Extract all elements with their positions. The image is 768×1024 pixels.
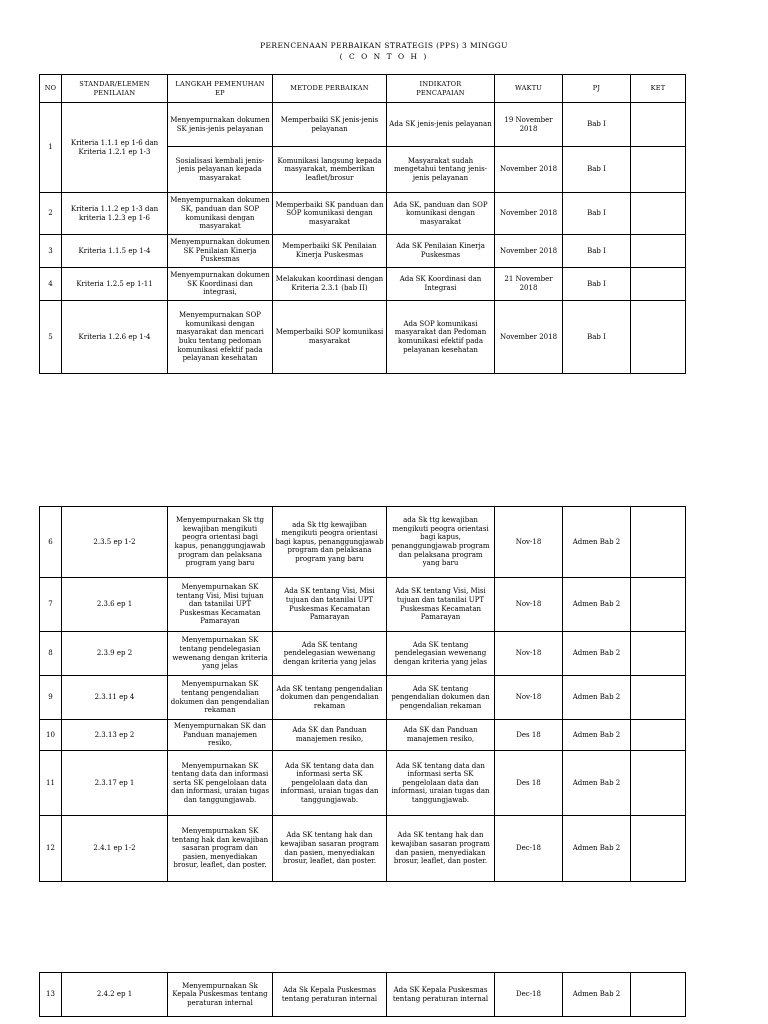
cell-metode: Memperbaiki SK jenis-jenis pelayanan [273, 103, 387, 147]
cell-standar: 2.3.17 ep 1 [62, 751, 168, 816]
header-standar: STANDAR/ELEMEN PENILAIAN [62, 75, 168, 103]
pps-table-3 [39, 972, 686, 1017]
cell-metode: Melakukan koordinasi dengan Kriteria 2.3.1 (bab II) [273, 268, 387, 301]
cell-indikator: Ada SK, panduan dan SOP komunikasi dengan masyarakat [387, 193, 495, 235]
cell-standar: Kriteria 1.1.1 ep 1-6 dan Kriteria 1.2.1 ep 1-3 [62, 103, 168, 193]
cell-no: 6 [40, 507, 62, 578]
cell-ket [631, 973, 686, 1017]
cell-pj: Bab I [563, 103, 631, 147]
header-no: NO [40, 75, 62, 103]
cell-ket [631, 507, 686, 578]
table-row [40, 751, 686, 816]
table-row [40, 973, 686, 1017]
table-row [40, 235, 686, 268]
table-row [40, 103, 686, 147]
cell-waktu: Des 18 [495, 720, 563, 751]
cell-waktu: Nov-18 [495, 676, 563, 720]
cell-no: 1 [40, 103, 62, 193]
cell-metode: ada Sk ttg kewajiban mengikuti peogra orientasi bagi kapus, penanggungjawab program dan pelaksana program yang baru [273, 507, 387, 578]
table-row [40, 720, 686, 751]
cell-langkah: Menyempurnakan SK tentang pengendalian dokumen dan pengendalian rekaman [168, 676, 273, 720]
cell-waktu: Nov-18 [495, 507, 563, 578]
cell-indikator: Ada SK tentang pengendalian dokumen dan pengendalian rekaman [387, 676, 495, 720]
cell-pj: Admen Bab 2 [563, 816, 631, 882]
cell-standar: Kriteria 1.2.5 ep 1-11 [62, 268, 168, 301]
cell-pj: Admen Bab 2 [563, 676, 631, 720]
cell-ket [631, 751, 686, 816]
cell-no: 2 [40, 193, 62, 235]
cell-indikator: Ada SK Penilaian Kinerja Puskesmas [387, 235, 495, 268]
cell-no: 7 [40, 578, 62, 632]
cell-metode: Ada SK tentang Visi, Misi tujuan dan tatanilai UPT Puskesmas Kecamatan Pamarayan [273, 578, 387, 632]
cell-pj: Bab I [563, 235, 631, 268]
cell-pj: Bab I [563, 268, 631, 301]
cell-standar: Kriteria 1.1.2 ep 1-3 dan kriteria 1.2.3 ep 1-6 [62, 193, 168, 235]
cell-waktu: Dec-18 [495, 973, 563, 1017]
header-pj: PJ [563, 75, 631, 103]
cell-indikator: Ada SK jenis-jenis pelayanan [387, 103, 495, 147]
table-header-row [40, 75, 686, 103]
cell-indikator: Ada SK dan Panduan manajemen resiko, [387, 720, 495, 751]
cell-waktu: 21 November 2018 [495, 268, 563, 301]
document-title: PERENCENAAN PERBAIKAN STRATEGIS (PPS) 3 MINGGU [260, 41, 508, 50]
cell-pj: Admen Bab 2 [563, 507, 631, 578]
cell-ket [631, 103, 686, 147]
cell-langkah: Menyempurnakan Sk ttg kewajiban mengikuti peogra orientasi bagi kapus, penanggungjawab program dan pelaksana program yang baru [168, 507, 273, 578]
table-row [40, 193, 686, 235]
cell-pj: Bab I [563, 301, 631, 374]
cell-metode: Ada SK tentang data dan informasi serta SK pengelolaan data dan informasi, uraian tugas dan tanggungjawab. [273, 751, 387, 816]
header-indikator: INDIKATOR PENCAPAIAN [387, 75, 495, 103]
cell-metode: Ada SK tentang pengendalian dokumen dan pengendalian rekaman [273, 676, 387, 720]
cell-metode: Memperbaiki SK panduan dan SOP komunikasi dengan masyarakat [273, 193, 387, 235]
cell-waktu: Nov-18 [495, 632, 563, 676]
cell-no: 4 [40, 268, 62, 301]
cell-metode: Ada SK tentang hak dan kewajiban sasaran program dan pasien, menyediakan brosur, leaflet, dan poster. [273, 816, 387, 882]
cell-indikator: Ada SK tentang Visi, Misi tujuan dan tatanilai UPT Puskesmas Kecamatan Pamarayan [387, 578, 495, 632]
header-langkah: LANGKAH PEMENUHAN EP [168, 75, 273, 103]
cell-waktu: Des 18 [495, 751, 563, 816]
table-row [40, 632, 686, 676]
table-row [40, 301, 686, 374]
cell-pj: Bab I [563, 193, 631, 235]
cell-ket [631, 632, 686, 676]
cell-pj: Admen Bab 2 [563, 751, 631, 816]
document-subtitle: ( C O N T O H ) [339, 52, 429, 61]
cell-ket [631, 578, 686, 632]
cell-langkah: Menyempurnakan dokumen SK jenis-jenis pelayanan [168, 103, 273, 147]
cell-indikator: Ada SK tentang data dan informasi serta SK pengelolaan data dan informasi, uraian tugas dan tanggungjawab. [387, 751, 495, 816]
cell-standar: 2.4.2 ep 1 [62, 973, 168, 1017]
cell-langkah: Menyempurnakan SK dan Panduan manajemen resiko, [168, 720, 273, 751]
cell-pj: Bab I [563, 147, 631, 193]
cell-no: 8 [40, 632, 62, 676]
cell-langkah: Menyempurnakan dokumen SK Koordinasi dan integrasi, [168, 268, 273, 301]
cell-standar: 2.4.1 ep 1-2 [62, 816, 168, 882]
cell-ket [631, 301, 686, 374]
cell-metode: Komunikasi langsung kepada masyarakat, memberikan leaflet/brosur [273, 147, 387, 193]
header-ket: KET [631, 75, 686, 103]
cell-pj: Admen Bab 2 [563, 720, 631, 751]
table-row [40, 578, 686, 632]
cell-metode: Ada SK dan Panduan manajemen resiko, [273, 720, 387, 751]
cell-langkah: Menyempurnakan SOP komunikasi dengan masyarakat dan mencari buku tentang pedoman komunikasi efektif pada pelayanan kesehatan [168, 301, 273, 374]
cell-langkah: Menyempurnakan SK tentang hak dan kewajiban sasaran program dan pasien, menyediakan brosur, leaflet, dan poster. [168, 816, 273, 882]
cell-langkah: Menyempurnakan SK tentang pendelegasian wewenang dengan kriteria yang jelas [168, 632, 273, 676]
cell-waktu: Nov-18 [495, 578, 563, 632]
cell-pj: Admen Bab 2 [563, 632, 631, 676]
cell-standar: 2.3.5 ep 1-2 [62, 507, 168, 578]
cell-langkah: Menyempurnakan Sk Kepala Puskesmas tentang peraturan internal [168, 973, 273, 1017]
cell-metode: Memperbaiki SOP komunikasi masyarakat [273, 301, 387, 374]
cell-waktu: November 2018 [495, 193, 563, 235]
cell-standar: 2.3.13 ep 2 [62, 720, 168, 751]
cell-pj: Admen Bab 2 [563, 973, 631, 1017]
pps-table-1 [39, 74, 686, 374]
cell-standar: 2.3.11 ep 4 [62, 676, 168, 720]
header-metode: METODE PERBAIKAN [273, 75, 387, 103]
cell-standar: Kriteria 1.2.6 ep 1-4 [62, 301, 168, 374]
cell-indikator: Masyarakat sudah mengetahui tentang jenis-jenis pelayanan [387, 147, 495, 193]
cell-metode: Ada Sk Kepala Puskesmas tentang peraturan internal [273, 973, 387, 1017]
cell-waktu: Dec-18 [495, 816, 563, 882]
cell-indikator: ada Sk ttg kewajiban mengikuti peogra orientasi bagi kapus, penanggungjawab program dan pelaksana program yang baru [387, 507, 495, 578]
cell-langkah: Menyempurnakan dokumen SK, panduan dan SOP komunikasi dengan masyarakat [168, 193, 273, 235]
cell-standar: Kriteria 1.1.5 ep 1-4 [62, 235, 168, 268]
cell-standar: 2.3.9 ep 2 [62, 632, 168, 676]
cell-indikator: Ada SK tentang pendelegasian wewenang dengan kriteria yang jelas [387, 632, 495, 676]
cell-no: 5 [40, 301, 62, 374]
cell-langkah: Menyempurnakan SK tentang data dan informasi serta SK pengelolaan data dan informasi, uraian tugas dan tanggungjawab. [168, 751, 273, 816]
cell-standar: 2.3.6 ep 1 [62, 578, 168, 632]
cell-waktu: November 2018 [495, 301, 563, 374]
cell-no: 3 [40, 235, 62, 268]
table-row [40, 507, 686, 578]
cell-indikator: Ada SK Koordinasi dan Integrasi [387, 268, 495, 301]
cell-ket [631, 147, 686, 193]
cell-langkah: Menyempurnakan SK tentang Visi, Misi tujuan dan tatanilai UPT Puskesmas Kecamatan Pamarayan [168, 578, 273, 632]
table-row [40, 816, 686, 882]
cell-indikator: Ada SK Kepala Puskesmas tentang peraturan internal [387, 973, 495, 1017]
cell-waktu: November 2018 [495, 235, 563, 268]
cell-langkah: Sosialisasi kembali jenis-jenis pelayanan kepada masyarakat [168, 147, 273, 193]
cell-ket [631, 720, 686, 751]
cell-indikator: Ada SK tentang hak dan kewajiban sasaran program dan pasien, menyediakan brosur, leaflet, dan poster. [387, 816, 495, 882]
cell-ket [631, 676, 686, 720]
cell-ket [631, 235, 686, 268]
pps-table-2 [39, 506, 686, 882]
cell-ket [631, 816, 686, 882]
table-row [40, 268, 686, 301]
cell-ket [631, 193, 686, 235]
cell-metode: Memperbaiki SK Penilaian Kinerja Puskesmas [273, 235, 387, 268]
cell-no: 10 [40, 720, 62, 751]
cell-no: 12 [40, 816, 62, 882]
cell-waktu: November 2018 [495, 147, 563, 193]
cell-metode: Ada SK tentang pendelegasian wewenang dengan kriteria yang jelas [273, 632, 387, 676]
table-row [40, 676, 686, 720]
cell-no: 9 [40, 676, 62, 720]
cell-ket [631, 268, 686, 301]
cell-langkah: Menyempurnakan dokumen SK Penilaian Kinerja Puskesmas [168, 235, 273, 268]
cell-waktu: 19 November 2018 [495, 103, 563, 147]
cell-no: 11 [40, 751, 62, 816]
cell-no: 13 [40, 973, 62, 1017]
header-waktu: WAKTU [495, 75, 563, 103]
cell-indikator: Ada SOP komunikasi masyarakat dan Pedoman komunikasi efektif pada pelayanan kesehatan [387, 301, 495, 374]
cell-pj: Admen Bab 2 [563, 578, 631, 632]
